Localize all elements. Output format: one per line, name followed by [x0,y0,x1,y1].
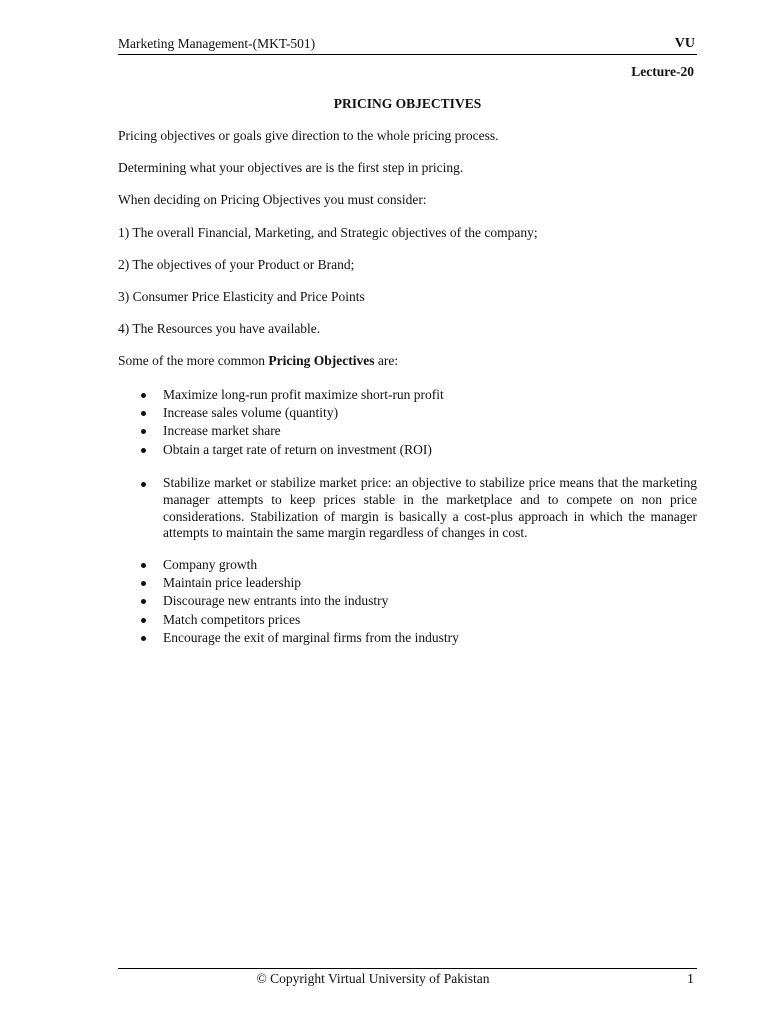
consideration-1: 1) The overall Financial, Marketing, and Strategic objectives of the company; [118,225,538,240]
objectives-list-a [118,386,697,459]
paragraph-intro: Pricing objectives or goals give direction to the whole pricing process. [118,128,499,143]
page-title: PRICING OBJECTIVES [333,96,482,111]
paragraph-first-step: Determining what your objectives are is the first step in pricing. [118,160,464,175]
list-item: Maintain price leadership [118,574,697,592]
bullet-icon [141,411,146,416]
list-item: Company growth [118,556,697,574]
common-objectives-tail: are: [374,353,399,368]
list-item: Maximize long-run profit maximize short-run profit [118,386,697,404]
bullet-icon [141,448,146,453]
bullet-icon [141,599,146,604]
bullet-icon [141,429,146,434]
objectives-list-b [118,475,697,542]
consideration-2: 2) The objectives of your Product or Brand; [118,257,355,272]
objectives-list-c [118,556,697,647]
list-item: Increase market share [118,422,697,440]
page-header [118,36,697,55]
paragraph-common-objectives [118,353,698,369]
paragraph-consider: When deciding on Pricing Objectives you must consider: [118,192,427,207]
bullet-icon [141,618,146,623]
page-number: 1 [687,972,694,987]
list-item: Obtain a target rate of return on investment (ROI) [118,441,697,459]
common-objectives-lead: Some of the more common [118,353,269,368]
lecture-number: Lecture-20 [631,64,694,79]
institution-label: VU [674,36,695,51]
bullet-icon [141,636,146,641]
bullet-icon [141,482,146,487]
common-objectives-bold: Pricing Objectives [268,353,375,368]
list-item: Encourage the exit of marginal firms from the industry [118,629,697,647]
list-item: Match competitors prices [118,611,697,629]
list-item: Discourage new entrants into the industry [118,592,697,610]
bullet-icon [141,563,146,568]
footer-divider [118,968,697,969]
list-item: Increase sales volume (quantity) [118,404,697,422]
consideration-4: 4) The Resources you have available. [118,321,321,336]
copyright-notice: © Copyright Virtual University of Pakistan [256,971,490,986]
bullet-icon [141,581,146,586]
course-title: Marketing Management-(MKT-501) [118,36,316,51]
list-item: Stabilize market or stabilize market price: an objective to stabilize price means that the marketing manager attempts to keep prices stable in the marketplace and to compete on non price considerations. Stabilization of margin is basically a cost-plus approach in which the manager attempts to maintain the same margin regardless of changes in cost. [118,475,697,542]
bullet-icon [141,393,146,398]
consideration-3: 3) Consumer Price Elasticity and Price Points [118,289,365,304]
